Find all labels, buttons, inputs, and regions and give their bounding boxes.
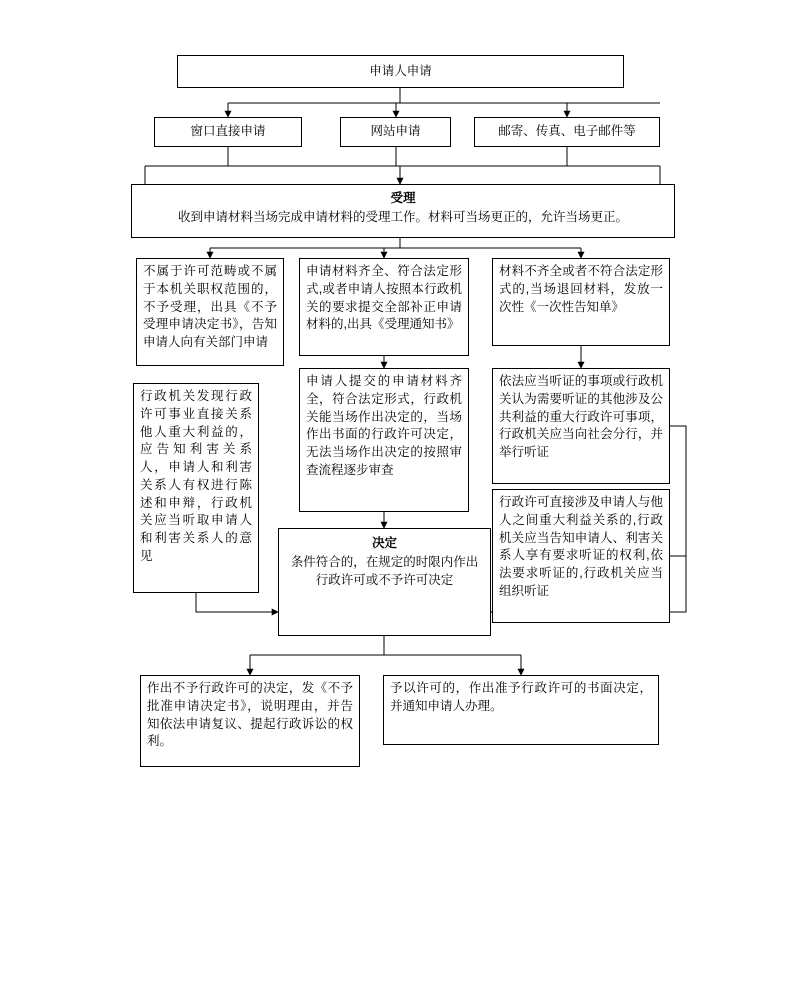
- node-acceptance: [131, 184, 675, 238]
- node-third-party-interest: [133, 383, 259, 593]
- node-materials-incomplete: [492, 258, 670, 346]
- node-materials-complete: [299, 258, 469, 356]
- node-decision-denied-label: 作出不予行政许可的决定，发《不予批准申请决定书》，说明理由，并告知依法申请复议、提起行政诉讼的权利。: [147, 681, 353, 749]
- node-decision: [278, 528, 491, 636]
- node-not-in-scope: [136, 258, 284, 366]
- node-not-in-scope-label: 不属于许可范畴或不属于本机关职权范围的，不予受理，出具《不予受理申请决定书》，告知申请人向有关部门申请: [143, 264, 277, 349]
- node-website-apply-label: 网站申请: [370, 124, 421, 139]
- node-hearing-party-request: [492, 489, 670, 623]
- node-mail-apply-label: 邮寄、传真、电子邮件等: [498, 124, 636, 139]
- node-decision-body: 条件符合的，在规定的时限内作出行政许可或不予许可决定: [290, 554, 479, 587]
- node-hearing-public-interest-label: 依法应当听证的事项或行政机关认为需要听证的其他涉及公共利益的重大行政许可事项，行政机关应当向社会分行，并举行听证: [499, 374, 663, 459]
- node-decision-title: 决定: [371, 536, 397, 550]
- node-third-party-interest-label: 行政机关发现行政许可事业直接关系他人重大利益的，应告知利害关系人，申请人和利害关系人有权进行陈述和申辩，行政机关应当听取申请人和利害关系人的意见: [140, 389, 252, 563]
- node-decision-granted: [383, 675, 659, 745]
- node-website-apply: [340, 117, 451, 147]
- node-hearing-party-request-label: 行政许可直接涉及申请人与他人之间重大利益关系的,行政机关应当告知申请人、利害关系人享有要求听证的权利,依法要求听证的,行政机关应当组织听证: [499, 495, 663, 598]
- node-decision-granted-label: 予以许可的，作出准予行政许可的书面决定，并通知申请人办理。: [390, 681, 652, 713]
- node-onsite-decision-label: 申请人提交的申请材料齐全，符合法定形式，行政机关能当场作出决定的，当场作出书面的行政许可决定，无法当场作出决定的按照审查流程逐步审查: [306, 374, 462, 477]
- node-decision-denied: [140, 675, 360, 767]
- node-hearing-public-interest: [492, 368, 670, 484]
- node-materials-complete-label: 申请材料齐全、符合法定形式,或者申请人按照本行政机关的要求提交全部补正申请材料的,出具《受理通知书》: [306, 264, 462, 332]
- node-acceptance-body: 收到申请材料当场完成申请材料的受理工作。材料可当场更正的，允许当场更正。: [177, 209, 628, 224]
- node-window-apply-label: 窗口直接申请: [190, 124, 266, 139]
- node-mail-apply: [474, 117, 660, 147]
- node-window-apply: [154, 117, 302, 147]
- node-applicant-application-label: 申请人申请: [369, 63, 432, 78]
- node-applicant-application: [177, 55, 624, 88]
- node-materials-incomplete-label: 材料不齐全或者不符合法定形式的,当场退回材料，发放一次性《一次性告知单》: [499, 264, 663, 314]
- node-onsite-decision: [299, 368, 469, 512]
- node-acceptance-title: 受理: [390, 191, 416, 205]
